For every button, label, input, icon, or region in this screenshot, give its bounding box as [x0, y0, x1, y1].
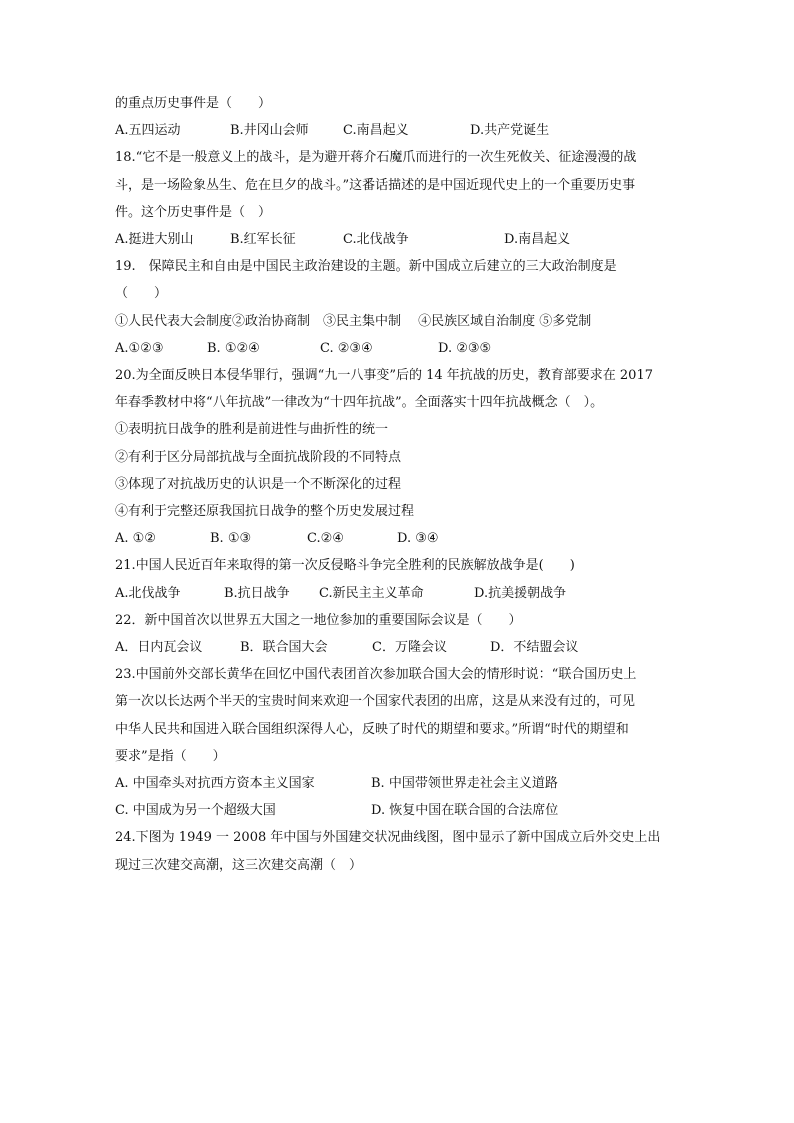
q17-option-a: A.五四运动 — [115, 123, 181, 139]
q18-stem-line-3: 件。这个历史事件是（ ） — [115, 204, 272, 220]
exam-page — [115, 90, 685, 879]
q17-option-c: C.南昌起义 — [343, 123, 409, 139]
q19-options — [115, 335, 685, 362]
q23-stem-line-3: 中华人民共和国进入联合国组织深得人心，反映了时代的期望和要求。”所谓“时代的期望和 — [115, 721, 629, 737]
q22-option-a: A．日内瓦会议 — [115, 640, 203, 656]
q18-option-d: D.南昌起义 — [504, 232, 571, 248]
q20-options — [115, 525, 685, 552]
q23-option-b: B. 中国带领世界走社会主义道路 — [371, 776, 558, 792]
q19-stem-line-1: 19. 保障民主和自由是中国民主政治建设的主题。新中国成立后建立的三大政治制度是 — [115, 259, 617, 275]
q20-item-3: ③体现了对抗战历史的认识是一个不断深化的过程 — [115, 476, 402, 492]
q23-stem-line-4: 要求”是指（ ） — [115, 748, 226, 764]
q20-item-1: ①表明抗日战争的胜利是前进性与曲折性的统一 — [115, 422, 389, 438]
q21-stem: 21.中国人民近百年来取得的第一次反侵略斗争完全胜利的民族解放战争是( ) — [115, 558, 575, 574]
q21-options — [115, 580, 685, 607]
q20-option-a: A. ①② — [115, 531, 156, 547]
q20-stem-line-2: 年春季教材中将“八年抗战”一律改为“十四年抗战”。全面落实十四年抗战概念（ ）。 — [115, 395, 604, 411]
q18-stem-line-2: 斗，是一场险象丛生、危在旦夕的战斗。”这番话描述的是中国近现代史上的一个重要历史事 — [115, 177, 636, 193]
q21-option-b: B.抗日战争 — [224, 585, 290, 601]
q20-option-c: C.②④ — [307, 531, 344, 547]
q21-option-d: D.抗美援朝战争 — [474, 585, 567, 601]
q19-option-c: C. ②③④ — [320, 340, 373, 356]
q22-option-b: B．联合国大会 — [240, 640, 328, 656]
q19-option-a: A.①②③ — [115, 340, 164, 356]
q23-option-c: C. 中国成为另一个超级大国 — [115, 803, 276, 819]
q21-option-a: A.北伐战争 — [115, 585, 181, 601]
q17-option-d: D.共产党诞生 — [470, 123, 550, 139]
q18-option-b: B.红军长征 — [230, 232, 296, 248]
q23-stem-line-1: 23.中国前外交部长黄华在回忆中国代表团首次参加联合国大会的情形时说：“联合国历史上 — [115, 667, 637, 683]
q22-option-d: D．不结盟会议 — [490, 640, 579, 656]
q23-stem-line-2: 第一次以长达两个半天的宝贵时间来欢迎一个国家代表团的出席，这是从来没有过的，可见 — [115, 694, 636, 710]
q22-options — [115, 634, 685, 661]
q23-options-row-1 — [115, 770, 685, 797]
q20-stem-line-1: 20.为全面反映日本侵华罪行，强调“九一八事变”后的 14 年抗战的历史，教育部要求在 2017 — [115, 368, 653, 384]
q20-item-4: ④有利于完整还原我国抗日战争的整个历史发展过程 — [115, 504, 415, 520]
q24-stem-line-1: 24.下图为 1949 一 2008 年中国与外国建交状况曲线图，图中显示了新中国成立后外交史上出 — [115, 830, 661, 846]
q17-option-b: B.井冈山会师 — [230, 123, 309, 139]
q18-option-c: C.北伐战争 — [343, 232, 409, 248]
q23-options-row-2 — [115, 797, 685, 824]
q19-option-b: B. ①②④ — [207, 340, 260, 356]
q17-stem: 的重点历史事件是（ ） — [115, 96, 272, 111]
q20-option-b: B. ①③ — [210, 531, 252, 547]
q24-stem-line-2: 现过三次建交高潮，这三次建交高潮（ ） — [115, 857, 363, 873]
q22-option-c: C．万隆会议 — [372, 640, 447, 656]
q20-option-d: D. ③④ — [397, 531, 439, 547]
q20-item-2: ②有利于区分局部抗战与全面抗战阶段的不同特点 — [115, 449, 402, 465]
q18-option-a: A.挺进大别山 — [115, 232, 194, 248]
q23-option-d: D. 恢复中国在联合国的合法席位 — [371, 803, 559, 819]
q18-stem-line-1: 18.“它不是一般意义上的战斗，是为避开蒋介石魔爪而进行的一次生死攸关、征途漫漫的战 — [115, 150, 637, 166]
q22-stem: 22．新中国首次以世界五大国之一地位参加的重要国际会议是（ ） — [115, 612, 522, 628]
q17-options — [115, 117, 685, 144]
q23-option-a: A. 中国牵头对抗西方资本主义国家 — [115, 776, 315, 792]
q19-stem-line-2: （ ） — [115, 286, 168, 302]
q19-items: ①人民代表大会制度②政治协商制 ③民主集中制 ④民族区域自治制度 ⑤多党制 — [115, 313, 592, 329]
q19-option-d: D. ②③⑤ — [438, 340, 492, 356]
q18-options — [115, 226, 685, 253]
q21-option-c: C.新民主主义革命 — [319, 585, 424, 601]
